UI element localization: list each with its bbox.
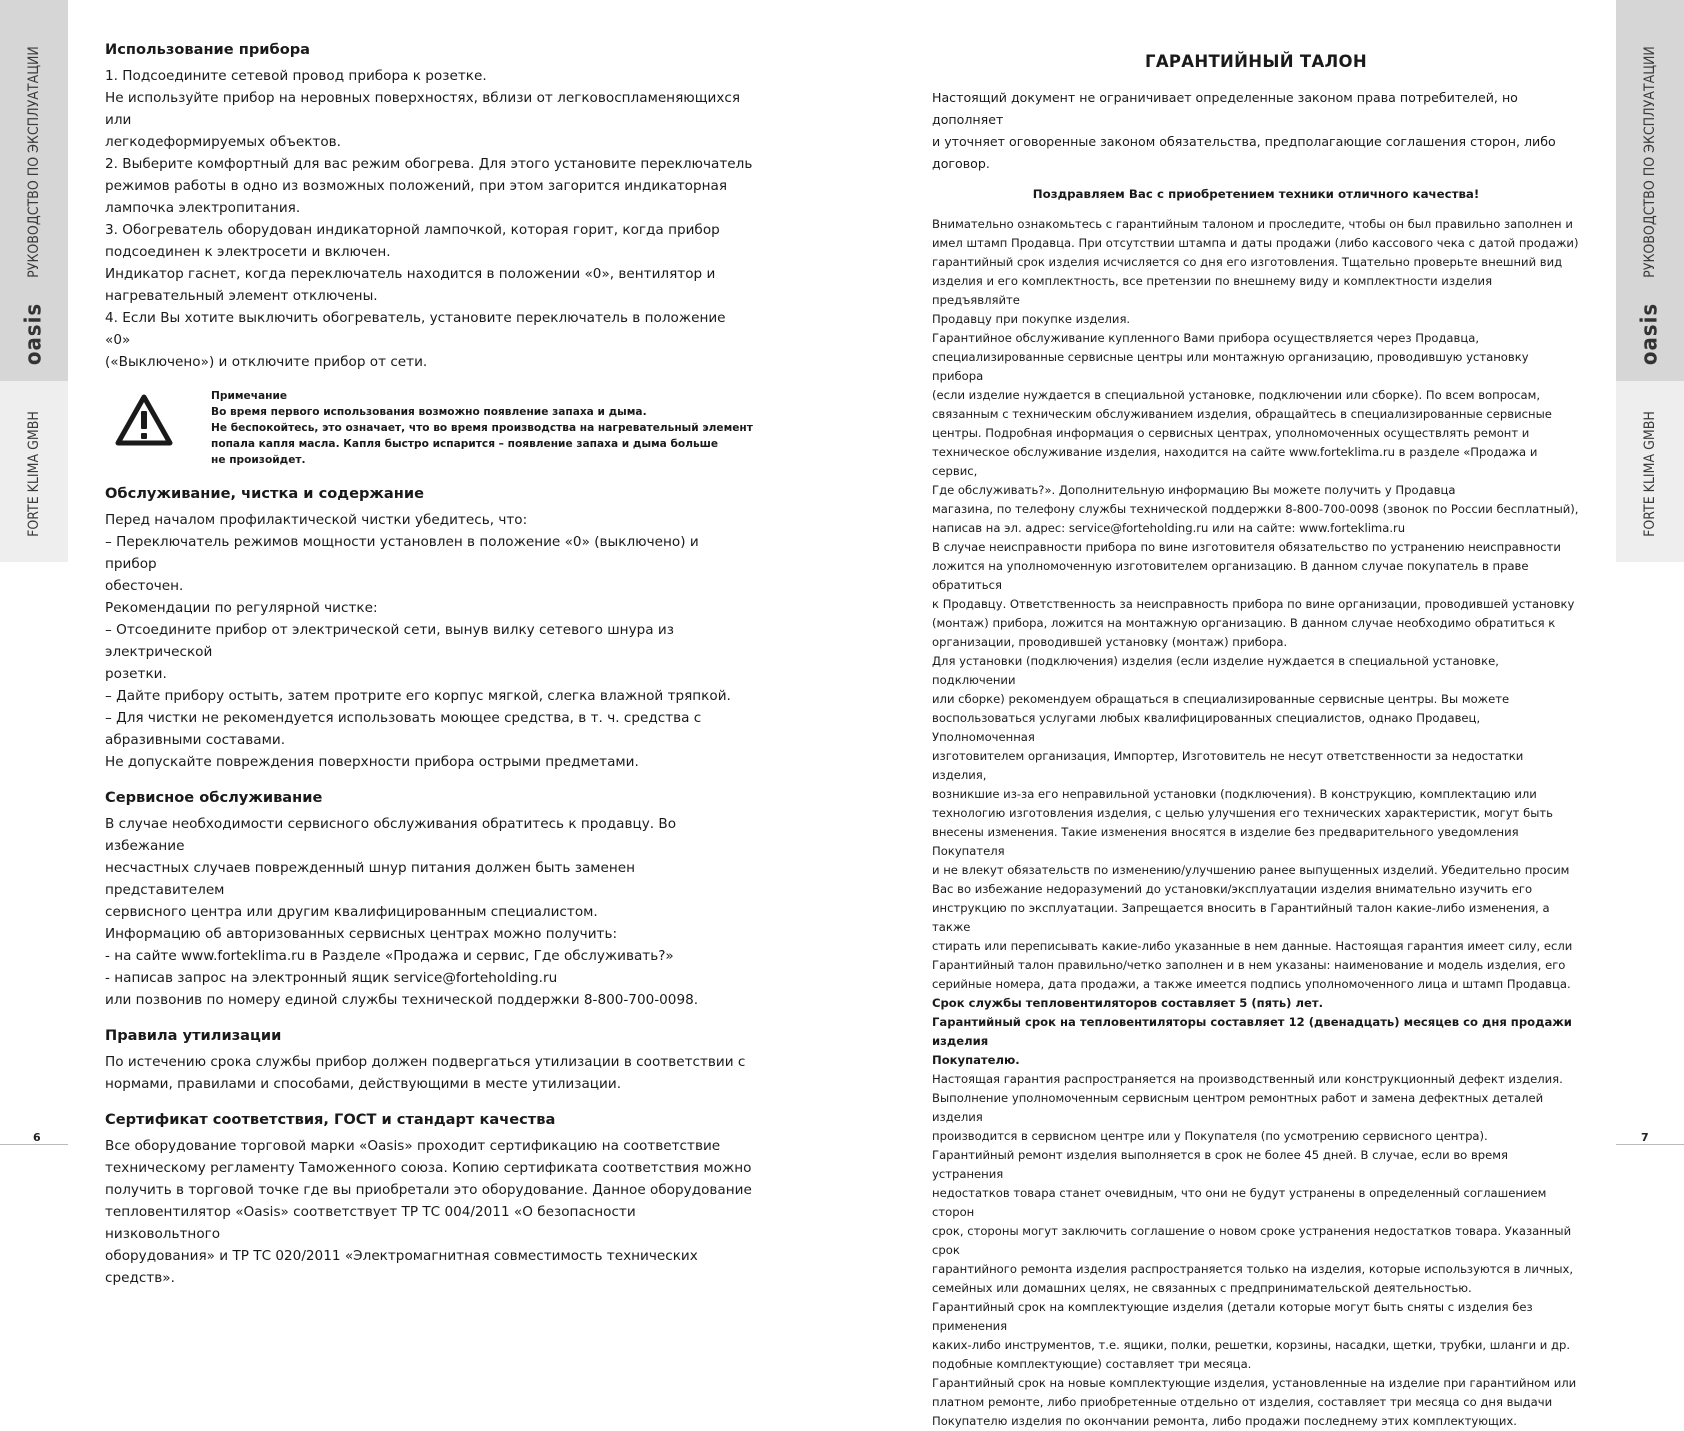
page-number-right: 7 bbox=[1641, 1131, 1649, 1144]
body-line: серийные номера, дата продажи, а также имеется подпись уполномоченного лица и штамп Продавца. bbox=[932, 977, 1571, 991]
note-line: не произойдет. bbox=[211, 454, 306, 466]
body-line: написав на эл. адрес: service@forteholding.ru или на сайте: www.forteklima.ru bbox=[932, 521, 1406, 535]
bold-line: Покупателю. bbox=[932, 1053, 1020, 1067]
bold-line: Срок службы тепловентиляторов составляет 5 (пять) лет. bbox=[932, 996, 1323, 1010]
service-section bbox=[105, 788, 753, 1011]
intro-line: Настоящий документ не ограничивает определенные законом права потребителей, но дополняет bbox=[932, 90, 1518, 127]
disposal-section bbox=[105, 1026, 753, 1095]
right-sidebar bbox=[1616, 0, 1684, 562]
service-line: - написав запрос на электронный ящик service@forteholding.ru bbox=[105, 970, 558, 986]
body-line: к Продавцу. Ответственность за неисправность прибора по вине организации, проводившей установку bbox=[932, 597, 1575, 611]
maintenance-line: – Дайте прибору остыть, затем протрите его корпус мягкой, слегка влажной тряпкой. bbox=[105, 688, 731, 704]
body-line: Внимательно ознакомьтесь с гарантийным талоном и проследите, чтобы он был правильно заполнен и bbox=[932, 217, 1573, 231]
usage-section bbox=[105, 40, 753, 373]
note-line: Не беспокойтесь, это означает, что во время производства на нагревательный элемент bbox=[211, 422, 753, 434]
maintenance-title: Обслуживание, чистка и содержание bbox=[105, 485, 424, 502]
maintenance-line: – Для чистки не рекомендуется использовать моющее средства, в т. ч. средства с bbox=[105, 710, 702, 726]
note-line: попала капля масла. Капля быстро испарится – появление запаха и дыма больше bbox=[211, 438, 719, 450]
maintenance-line: абразивными составами. bbox=[105, 732, 286, 748]
body-line: технологию изготовления изделия, с целью улучшения его технических характеристик, могут быть bbox=[932, 806, 1553, 820]
note-line: Во время первого использования возможно появление запаха и дыма. bbox=[211, 406, 647, 418]
manual-label: РУКОВОДСТВО ПО ЭКСПЛУАТАЦИИ bbox=[1642, 46, 1658, 278]
body-line: Гарантийный срок на новые комплектующие изделия, установленные на изделие при гарантийном или bbox=[932, 1376, 1577, 1390]
warranty-intro bbox=[932, 87, 1580, 175]
body-line: возникшие из-за его неправильной установки (подключения). В конструкцию, комплектацию или bbox=[932, 787, 1537, 801]
body-line: гарантийный срок изделия исчисляется со дня его изготовления. Тщательно проверьте внешний вид bbox=[932, 255, 1563, 269]
service-line: или позвонив по номеру единой службы технической поддержки 8-800-700-0098. bbox=[105, 992, 699, 1008]
body-line: гарантийного ремонта изделия распространяется только на изделия, которые используются в личных, bbox=[932, 1262, 1574, 1276]
body-line: Гарантийный срок на комплектующие изделия (детали которые могут быть сняты с изделия без применения bbox=[932, 1300, 1533, 1333]
usage-line: Не используйте прибор на неровных поверхностях, вблизи от легковоспламеняющихся или bbox=[105, 90, 741, 128]
body-line: Настоящая гарантия распространяется на производственный или конструкционный дефект изделия. bbox=[932, 1072, 1563, 1086]
maintenance-line: Не допускайте повреждения поверхности прибора острыми предметами. bbox=[105, 754, 639, 770]
intro-line: и уточняет оговоренные законом обязательства, предполагающие соглашения сторон, либо bbox=[932, 134, 1556, 149]
body-line: Продавцу при покупке изделия. bbox=[932, 312, 1131, 326]
left-sidebar bbox=[0, 0, 68, 562]
body-line: семейных или домашних целях, не связанных с предпринимательской деятельностью. bbox=[932, 1281, 1472, 1295]
maintenance-section bbox=[105, 484, 753, 773]
body-line: В случае неисправности прибора по вине изготовителя обязательство по устранению неисправности bbox=[932, 540, 1561, 554]
page-divider-right bbox=[1616, 1144, 1684, 1145]
body-line: техническое обслуживание изделия, находится на сайте www.forteklima.ru в разделе «Продажа и сервис, bbox=[932, 445, 1538, 478]
usage-line: нагревательный элемент отключены. bbox=[105, 288, 378, 304]
body-line: (монтаж) прибора, ложится на монтажную организацию. В данном случае необходимо обратиться к bbox=[932, 616, 1556, 630]
body-line: Где обслуживать?». Дополнительную информацию Вы можете получить у Продавца bbox=[932, 483, 1456, 497]
body-line: недостатков товара станет очевидным, что они не будут устранены в определенный соглашением сторон bbox=[932, 1186, 1547, 1219]
usage-line: 1. Подсоедините сетевой провод прибора к розетке. bbox=[105, 68, 487, 84]
note-title: Примечание bbox=[211, 390, 288, 402]
page-number-left: 6 bbox=[33, 1131, 41, 1144]
body-line: Гарантийный ремонт изделия выполняется в срок не более 45 дней. В случае, если во время устранения bbox=[932, 1148, 1508, 1181]
body-line: каких-либо инструментов, т.е. ящики, полки, решетки, корзины, насадки, щетки, трубки, шланги и др. bbox=[932, 1338, 1571, 1352]
certificate-line: получить в торговой точке где вы приобретали это оборудование. Данное оборудование bbox=[105, 1182, 752, 1198]
maintenance-line: розетки. bbox=[105, 666, 167, 682]
body-line: имел штамп Продавца. При отсутствии штампа и даты продажи (либо кассового чека с датой продажи) bbox=[932, 236, 1579, 250]
body-line: или сборке) рекомендуем обращаться в специализированные сервисные центры. Вы можете bbox=[932, 692, 1510, 706]
note-box bbox=[105, 388, 753, 474]
warranty-body bbox=[932, 215, 1580, 1431]
maintenance-line: – Отсоедините прибор от электрической сети, вынув вилку сетевого шнура из электрической bbox=[105, 622, 674, 660]
disposal-title: Правила утилизации bbox=[105, 1027, 282, 1044]
note-text bbox=[211, 388, 753, 468]
service-title: Сервисное обслуживание bbox=[105, 789, 323, 806]
usage-line: 3. Обогреватель оборудован индикаторной лампочкой, которая горит, когда прибор bbox=[105, 222, 720, 238]
manual-label: РУКОВОДСТВО ПО ЭКСПЛУАТАЦИИ bbox=[26, 46, 42, 278]
disposal-line: По истечению срока службы прибор должен подвергаться утилизации в соответствии с bbox=[105, 1054, 746, 1070]
usage-line: Индикатор гаснет, когда переключатель находится в положении «0», вентилятор и bbox=[105, 266, 716, 282]
body-line: Гарантийный талон правильно/четко заполнен и в нем указаны: наименование и модель изделия, его bbox=[932, 958, 1566, 972]
usage-line: легкодеформируемых объектов. bbox=[105, 134, 341, 150]
body-line: стирать или переписывать какие-либо указанные в нем данные. Настоящая гарантия имеет силу, если bbox=[932, 939, 1573, 953]
body-line: организации, проводившей установку (монтаж) прибора. bbox=[932, 635, 1288, 649]
certificate-line: оборудования» и ТР ТС 020/2011 «Электромагнитная совместимость технических средств». bbox=[105, 1248, 698, 1286]
brand-logo: oasis bbox=[1637, 302, 1663, 366]
maintenance-line: – Переключатель режимов мощности установлен в положение «0» (выключено) и прибор bbox=[105, 534, 699, 572]
usage-line: лампочка электропитания. bbox=[105, 200, 301, 216]
brand-logo: oasis bbox=[21, 302, 47, 366]
maintenance-line: Рекомендации по регулярной чистке: bbox=[105, 600, 378, 616]
body-line: изделия и его комплектность, все претензии по внешнему виду и комплектности изделия предъявляйте bbox=[932, 274, 1493, 307]
body-line: центры. Подробная информация о сервисных центрах, уполномоченных осуществлять ремонт и bbox=[932, 426, 1530, 440]
company-label: FORTE KLIMA GMBH bbox=[26, 411, 42, 537]
bold-line: Гарантийный срок на тепловентиляторы составляет 12 (двенадцать) месяцев со дня продажи изделия bbox=[932, 1015, 1572, 1048]
service-line: В случае необходимости сервисного обслуживания обратитесь к продавцу. Во избежание bbox=[105, 816, 677, 854]
usage-line: подсоединен к электросети и включен. bbox=[105, 244, 391, 260]
certificate-line: Все оборудование торговой марки «Oasis» проходит сертификацию на соответствие bbox=[105, 1138, 721, 1154]
company-label: FORTE KLIMA GMBH bbox=[1642, 411, 1658, 537]
certificate-line: тепловентилятор «Oasis» соответствует ТР ТС 004/2011 «О безопасности низковольтного bbox=[105, 1204, 636, 1242]
certificate-line: техническому регламенту Таможенного союза. Копию сертификата соответствия можно bbox=[105, 1160, 752, 1176]
right-page-content bbox=[932, 52, 1580, 1431]
body-line: подобные комплектующие) составляет три месяца. bbox=[932, 1357, 1252, 1371]
usage-title: Использование прибора bbox=[105, 41, 311, 58]
body-line: изготовителем организация, Импортер, Изготовитель не несут ответственности за недостатки изделия, bbox=[932, 749, 1524, 782]
warning-icon bbox=[115, 394, 173, 446]
service-line: сервисного центра или другим квалифицированным специалистом. bbox=[105, 904, 598, 920]
warranty-title: ГАРАНТИЙНЫЙ ТАЛОН bbox=[1145, 52, 1367, 71]
body-line: срок, стороны могут заключить соглашение о новом сроке устранения недостатков товара. Указанный срок bbox=[932, 1224, 1572, 1257]
body-line: ложится на уполномоченную изготовителем организацию. В данном случае покупатель в праве обратиться bbox=[932, 559, 1529, 592]
usage-line: режимов работы в одно из возможных положений, при этом загорится индикаторная bbox=[105, 178, 728, 194]
body-line: воспользоваться услугами любых квалифицированных специалистов, однако Продавец, Уполномоченная bbox=[932, 711, 1481, 744]
page-divider-left bbox=[0, 1144, 68, 1145]
usage-line: 4. Если Вы хотите выключить обогреватель, установите переключатель в положение «0» bbox=[105, 310, 726, 348]
certificate-title: Сертификат соответствия, ГОСТ и стандарт качества bbox=[105, 1111, 556, 1128]
body-line: производится в сервисном центре или у Покупателя (по усмотрению сервисного центра). bbox=[932, 1129, 1488, 1143]
service-line: - на сайте www.forteklima.ru в Разделе «Продажа и сервис, Где обслуживать?» bbox=[105, 948, 674, 964]
congrats-line: Поздравляем Вас с приобретением техники отличного качества! bbox=[1032, 187, 1480, 201]
body-line: платном ремонте, либо приобретенные отдельно от изделия, составляет три месяца со дня выдачи bbox=[932, 1395, 1553, 1409]
body-line: связанным с техническим обслуживанием изделия, обращайтесь в специализированные сервисные bbox=[932, 407, 1552, 421]
body-line: и не влекут обязательств по изменению/улучшению ранее выпущенных изделий. Убедительно просим bbox=[932, 863, 1570, 877]
body-line: Покупателю изделия по окончании ремонта, либо продажи последнему этих комплектующих. bbox=[932, 1414, 1517, 1428]
body-line: специализированные сервисные центры или монтажную организацию, проводившую установку прибора bbox=[932, 350, 1529, 383]
body-line: внесены изменения. Такие изменения вносятся в изделие без предварительного уведомления Покупателя bbox=[932, 825, 1519, 858]
disposal-line: нормами, правилами и способами, действующими в месте утилизации. bbox=[105, 1076, 622, 1092]
body-line: Выполнение уполномоченным сервисным центром ремонтных работ и замена дефектных деталей изделия bbox=[932, 1091, 1544, 1124]
body-line: инструкцию по эксплуатации. Запрещается вносить в Гарантийный талон какие-либо изменения, а также bbox=[932, 901, 1550, 934]
service-line: Информацию об авторизованных сервисных центрах можно получить: bbox=[105, 926, 618, 942]
left-page-content bbox=[105, 40, 753, 1304]
body-line: Гарантийное обслуживание купленного Вами прибора осуществляется через Продавца, bbox=[932, 331, 1480, 345]
maintenance-line: Перед началом профилактической чистки убедитесь, что: bbox=[105, 512, 528, 528]
usage-line: 2. Выберите комфортный для вас режим обогрева. Для этого установите переключатель bbox=[105, 156, 753, 172]
body-line: (если изделие нуждается в специальной установке, подключении или сборке). По всем вопросам, bbox=[932, 388, 1541, 402]
maintenance-line: обесточен. bbox=[105, 578, 184, 594]
service-line: несчастных случаев поврежденный шнур питания должен быть заменен представителем bbox=[105, 860, 636, 898]
usage-line: («Выключено») и отключите прибор от сети. bbox=[105, 354, 428, 370]
body-line: магазина, по телефону службы технической поддержки 8-800-700-0098 (звонок по России бесплатный), bbox=[932, 502, 1579, 516]
body-line: Вас во избежание недоразумений до установки/эксплуатации изделия внимательно изучить его bbox=[932, 882, 1533, 896]
body-line: Для установки (подключения) изделия (если изделие нуждается в специальной установке, подключении bbox=[932, 654, 1499, 687]
certificate-section bbox=[105, 1110, 753, 1289]
intro-line: договор. bbox=[932, 156, 990, 171]
